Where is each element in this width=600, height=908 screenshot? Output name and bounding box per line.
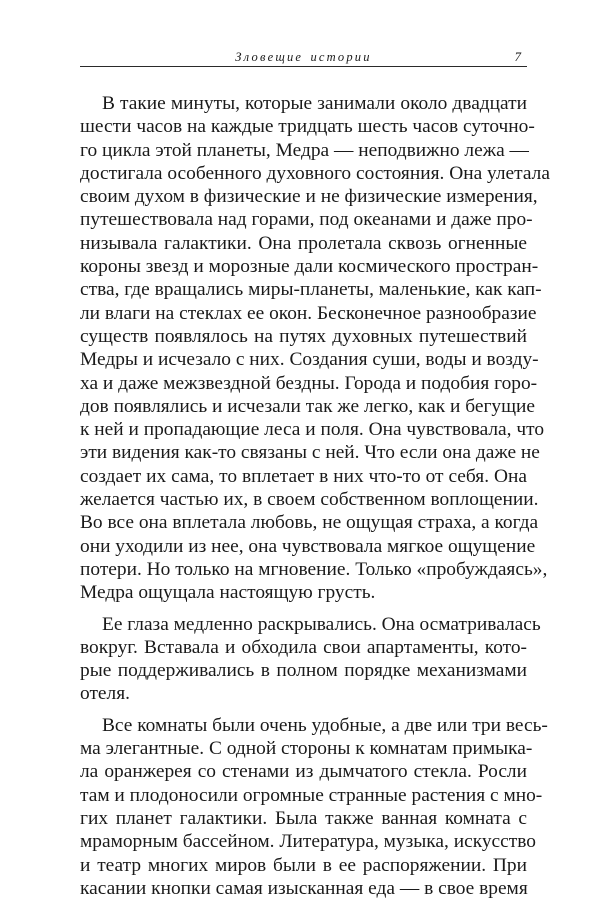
- text-line: ли влаги на стеклах ее окон. Бесконечное разнообразие: [80, 302, 537, 324]
- text-line: Во все она вплетала любовь, не ощущая страха, а когда: [80, 512, 539, 534]
- text-line: путешествовала над горами, под океанами и даже про-: [80, 209, 533, 231]
- text-line: рые поддерживались в полном порядке механизмами: [80, 660, 527, 682]
- text-line: существ появлялось на путях духовных путешествий: [80, 325, 527, 347]
- text-line: короны звезд и морозные дали космического простран-: [80, 256, 539, 278]
- page-number: 7: [514, 49, 521, 64]
- paragraph-3: [80, 714, 548, 900]
- text-line: своим духом в физические и не физические измерения,: [80, 186, 538, 208]
- paragraph-1: [80, 92, 550, 605]
- text-line: отеля.: [80, 683, 130, 705]
- text-line: Ее глаза медленно раскрывались. Она осматривалась: [102, 613, 541, 635]
- text-line: желается частью их, в своем собственном воплощении.: [80, 489, 539, 511]
- text-line: касании кнопки самая изысканная еда — в свое время: [80, 877, 528, 899]
- text-line: шести часов на каждые тридцать шесть часов суточно-: [80, 116, 535, 138]
- text-line: ства, где вращались миры-планеты, маленькие, как кап-: [80, 279, 542, 301]
- body-text: [80, 92, 550, 908]
- text-line: потери. Но только на мгновение. Только «пробуждаясь»,: [80, 558, 548, 580]
- text-line: ла оранжерея со стенами из дымчатого стекла. Росли: [80, 761, 527, 783]
- text-line: там и плодоносили огромные странные растения с мно-: [80, 784, 543, 806]
- text-line: эти видения как-то связаны с ней. Что если она даже не: [80, 442, 540, 464]
- text-line: они уходили из нее, она чувствовала мягкое ощущение: [80, 535, 536, 557]
- text-line: и театр многих миров были в ее распоряжении. При: [80, 854, 527, 876]
- text-line: Все комнаты были очень удобные, а две или три весь-: [102, 714, 548, 736]
- text-line: Медра ощущала настоящую грусть.: [80, 582, 376, 604]
- text-line: к ней и пропадающие леса и поля. Она чувствовала, что: [80, 419, 545, 441]
- text-line: ма элегантные. С одной стороны к комнатам примыка-: [80, 738, 533, 760]
- text-line: ха и даже межзвездной бездны. Города и подобия горо-: [80, 372, 538, 394]
- text-line: мраморным бассейном. Литература, музыка, искусство: [80, 831, 536, 853]
- paragraph-2: [80, 613, 541, 706]
- running-title: Зловещие истории: [235, 50, 372, 64]
- text-line: низывала галактики. Она пролетала сквозь огненные: [80, 232, 527, 254]
- text-line: дов появлялись и исчезали так же легко, как и бегущие: [80, 395, 536, 417]
- text-line: В такие минуты, которые занимали около двадцати: [102, 93, 527, 114]
- text-line: го цикла этой планеты, Медра — неподвижно лежа —: [80, 139, 529, 161]
- text-line: Медры и исчезало с них. Создания суши, воды и возду-: [80, 349, 539, 371]
- text-line: создает их сама, то вплетает в них что-то от себя. Она: [80, 465, 527, 487]
- text-line: достигала особенного духовного состояния. Она улетала: [80, 162, 550, 184]
- running-header: [80, 40, 527, 67]
- text-line: вокруг. Вставала и обходила свои апартаменты, кото-: [80, 636, 527, 658]
- text-line: гих планет галактики. Была также ванная комната с: [80, 807, 527, 829]
